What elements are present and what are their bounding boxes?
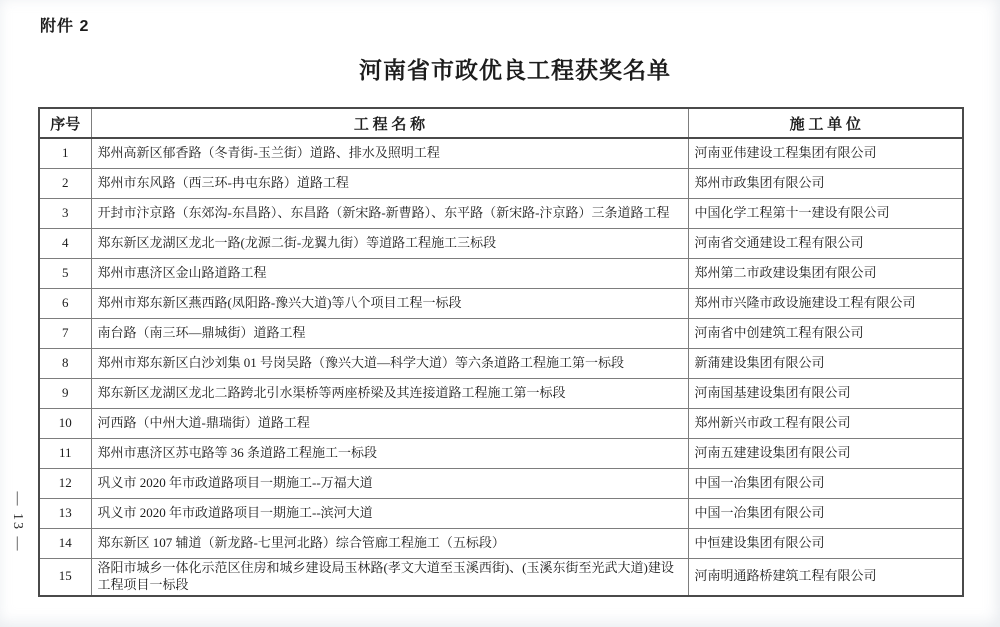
- construction-unit-cell: 中恒建设集团有限公司: [688, 529, 963, 559]
- construction-unit-cell: 河南亚伟建设工程集团有限公司: [688, 138, 963, 169]
- project-name-cell: 河西路（中州大道-鼎瑞街）道路工程: [91, 409, 688, 439]
- row-number-cell: 6: [39, 289, 91, 319]
- row-number-cell: 4: [39, 229, 91, 259]
- construction-unit-cell: 郑州新兴市政工程有限公司: [688, 409, 963, 439]
- construction-unit-cell: 郑州市政集团有限公司: [688, 169, 963, 199]
- header-construction-unit: 施 工 单 位: [688, 108, 963, 138]
- construction-unit-cell: 河南省交通建设工程有限公司: [688, 229, 963, 259]
- construction-unit-cell: 中国一冶集团有限公司: [688, 469, 963, 499]
- table-row: [39, 199, 963, 229]
- project-name-cell: 洛阳市城乡一体化示范区住房和城乡建设局玉林路(孝文大道至玉溪西街)、(玉溪东街至光武大道)建设工程项目一标段: [91, 559, 688, 596]
- table-row: [39, 439, 963, 469]
- table-header-row: [39, 108, 963, 138]
- project-name-cell: 郑州市郑东新区白沙刘集 01 号岗吴路（豫兴大道—科学大道）等六条道路工程施工第一标段: [91, 349, 688, 379]
- attachment-label: 附件 2: [40, 18, 90, 35]
- row-number-cell: 14: [39, 529, 91, 559]
- row-number-cell: 5: [39, 259, 91, 289]
- project-name-cell: 郑州市东风路（西三环-冉屯东路）道路工程: [91, 169, 688, 199]
- awards-table: [38, 107, 964, 597]
- row-number-cell: 3: [39, 199, 91, 229]
- construction-unit-cell: 新蒲建设集团有限公司: [688, 349, 963, 379]
- row-number-cell: 9: [39, 379, 91, 409]
- construction-unit-cell: 郑州第二市政建设集团有限公司: [688, 259, 963, 289]
- construction-unit-cell: 中国一冶集团有限公司: [688, 499, 963, 529]
- project-name-cell: 郑州高新区郁香路（冬青街-玉兰街）道路、排水及照明工程: [91, 138, 688, 169]
- table-row: [39, 229, 963, 259]
- construction-unit-cell: 河南国基建设集团有限公司: [688, 379, 963, 409]
- row-number-cell: 2: [39, 169, 91, 199]
- row-number-cell: 1: [39, 138, 91, 169]
- table-row: [39, 409, 963, 439]
- page-title: 河南省市政优良工程获奖名单: [359, 57, 671, 83]
- project-name-cell: 郑州市惠济区苏屯路等 36 条道路工程施工一标段: [91, 439, 688, 469]
- table-row: [39, 469, 963, 499]
- header-serial-number: 序号: [39, 108, 91, 138]
- project-name-cell: 郑东新区龙湖区龙北二路跨北引水渠桥等两座桥梁及其连接道路工程施工第一标段: [91, 379, 688, 409]
- project-name-cell: 郑州市郑东新区燕西路(凤阳路-豫兴大道)等八个项目工程一标段: [91, 289, 688, 319]
- project-name-cell: 郑东新区 107 辅道（新龙路-七里河北路）综合管廊工程施工（五标段）: [91, 529, 688, 559]
- header-project-name: 工 程 名 称: [91, 108, 688, 138]
- row-number-cell: 11: [39, 439, 91, 469]
- table-row: [39, 349, 963, 379]
- project-name-cell: 巩义市 2020 年市政道路项目一期施工--滨河大道: [91, 499, 688, 529]
- table-row: [39, 379, 963, 409]
- project-name-cell: 郑州市惠济区金山路道路工程: [91, 259, 688, 289]
- table-row: [39, 289, 963, 319]
- table-row: [39, 529, 963, 559]
- table-row: [39, 169, 963, 199]
- construction-unit-cell: 河南省中创建筑工程有限公司: [688, 319, 963, 349]
- row-number-cell: 12: [39, 469, 91, 499]
- row-number-cell: 15: [39, 559, 91, 596]
- row-number-cell: 13: [39, 499, 91, 529]
- project-name-cell: 郑东新区龙湖区龙北一路(龙源二街-龙翼九街）等道路工程施工三标段: [91, 229, 688, 259]
- construction-unit-cell: 河南明通路桥建筑工程有限公司: [688, 559, 963, 596]
- row-number-cell: 7: [39, 319, 91, 349]
- table-row: [39, 138, 963, 169]
- construction-unit-cell: 中国化学工程第十一建设有限公司: [688, 199, 963, 229]
- row-number-cell: 8: [39, 349, 91, 379]
- project-name-cell: 巩义市 2020 年市政道路项目一期施工--万福大道: [91, 469, 688, 499]
- table-row: [39, 499, 963, 529]
- table-row: [39, 319, 963, 349]
- project-name-cell: 开封市汴京路（东郊沟-东昌路）、东昌路（新宋路-新曹路）、东平路（新宋路-汴京路）三条道路工程: [91, 199, 688, 229]
- construction-unit-cell: 郑州市兴隆市政设施建设工程有限公司: [688, 289, 963, 319]
- table-row: [39, 559, 963, 596]
- row-number-cell: 10: [39, 409, 91, 439]
- construction-unit-cell: 河南五建建设集团有限公司: [688, 439, 963, 469]
- project-name-cell: 南台路（南三环—鼎城街）道路工程: [91, 319, 688, 349]
- page-number: — 13 —: [10, 491, 25, 553]
- table-row: [39, 259, 963, 289]
